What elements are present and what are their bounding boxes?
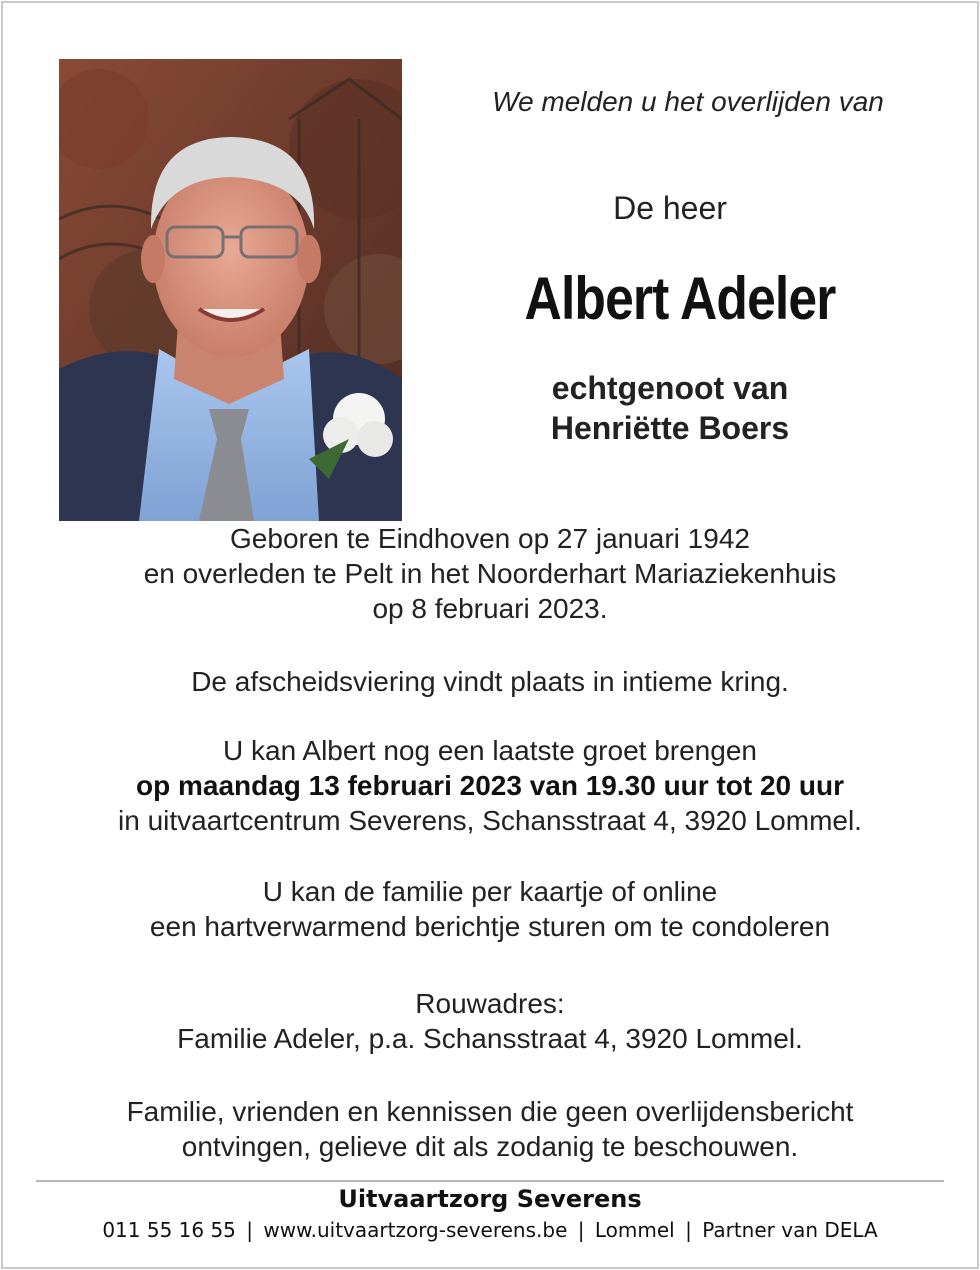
visitation-location: in uitvaartcentrum Severens, Schansstraat 4, 3920 Lommel. [118,805,862,836]
funeral-company-name: Uitvaartzorg Severens [338,1185,642,1213]
intro-text: We melden u het overlijden van [492,86,884,117]
footer-divider [36,1180,944,1182]
birth-death-paragraph [0,521,980,626]
condolence-line-2: een hartverwarmend berichtje sturen om te condoleren [149,911,831,942]
address-label: Rouwadres: [415,988,565,1019]
notice-line-1: Familie, vrienden en kennissen die geen overlijdensbericht [126,1096,854,1127]
honorific-title: De heer [613,190,727,226]
ceremony-line: De afscheidsviering vindt plaats in intieme kring. [191,666,789,697]
address-value: Familie Adeler, p.a. Schansstraat 4, 3920 Lommel. [177,1023,803,1054]
footer-separator: | [685,1218,692,1242]
footer-partner: Partner van DELA [702,1218,878,1242]
notice-line-2: ontvingen, gelieve dit als zodanig te beschouwen. [181,1131,799,1162]
death-place-line: en overleden te Pelt in het Noorderhart Mariaziekenhuis [143,558,837,589]
footer-separator: | [577,1218,585,1242]
spouse-label: echtgenoot van [551,370,789,406]
portrait-photo [59,59,402,521]
notice-paragraph [0,1094,980,1164]
visitation-intro: U kan Albert nog een laatste groet brengen [223,735,757,766]
footer-separator: | [246,1218,254,1242]
ceremony-paragraph [0,664,980,699]
visitation-datetime: op maandag 13 februari 2023 van 19.30 uur tot 20 uur [135,770,845,801]
mourning-address [0,986,980,1056]
visitation-paragraph [0,733,980,838]
condolence-line-1: U kan de familie per kaartje of online [262,876,718,907]
birth-line: Geboren te Eindhoven op 27 januari 1942 [230,523,750,554]
deceased-name: Albert Adeler [524,265,836,332]
spouse-info [420,368,920,448]
footer-website-link[interactable]: www.uitvaartzorg-severens.be [263,1218,568,1242]
condolence-paragraph [0,874,980,944]
footer-city: Lommel [594,1218,675,1242]
spouse-name: Henriëtte Boers [550,410,790,446]
footer-contact-line [0,1218,980,1242]
death-date-line: op 8 februari 2023. [372,593,608,624]
footer-phone[interactable]: 011 55 16 55 [102,1218,236,1242]
